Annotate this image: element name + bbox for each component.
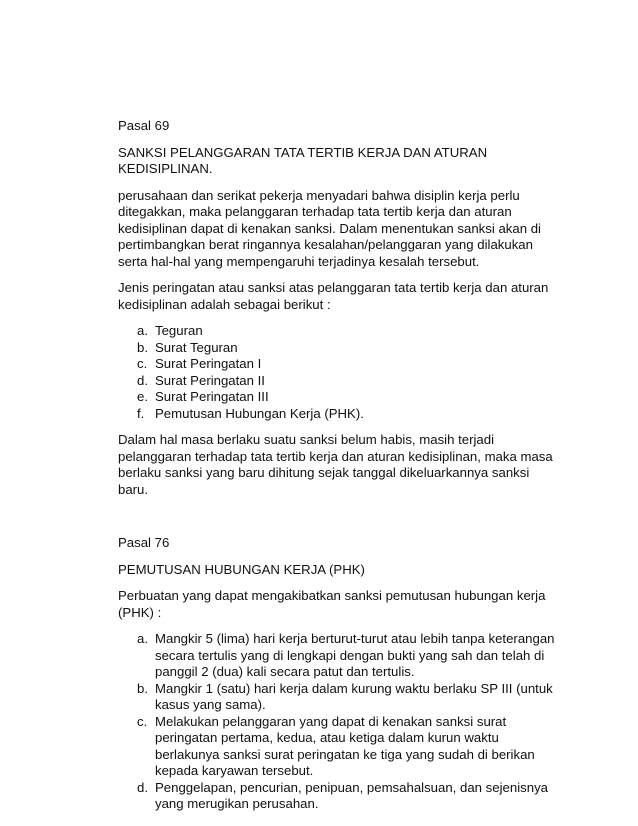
list-item [118,356,558,373]
list-item [118,389,558,406]
list-item [118,714,558,780]
list-item-text: Surat Peringatan I [155,356,262,371]
list-item [118,681,558,714]
list-item [118,780,558,813]
pasal-76-list-intro: Perbuatan yang dapat mengakibatkan sanksi pemutusan hubungan kerja (PHK) : [118,588,546,620]
list-marker: c. [137,356,148,371]
pasal-76-number: Pasal 76 [118,535,170,550]
list-item-text: Melakukan pelanggaran yang dapat di kenakan sanksi surat peringatan pertama, kedua, atau ketiga dalam kurun waktu berlakunya sanksi surat peringatan ke tiga yang sudah di berikan kepada karyawan tersebut. [155,713,535,778]
list-item-text: Surat Teguran [155,339,238,355]
pasal-76-violation-list [118,631,558,813]
list-marker: b. [137,680,148,696]
list-item [118,373,558,390]
list-item-text: Surat Peringatan II [155,372,265,388]
list-item-text: Surat Peringatan III [155,389,269,404]
list-item [118,631,558,681]
list-marker: d. [137,372,148,388]
pasal-69-number: Pasal 69 [118,118,170,133]
list-marker: a. [137,323,148,338]
list-marker: a. [137,631,148,646]
pasal-69-section [118,118,558,498]
list-marker: c. [137,713,148,729]
pasal-76-section [118,535,558,813]
list-marker: e. [137,389,148,404]
list-item [118,340,558,357]
list-item [118,406,558,423]
pasal-69-sanction-list [118,323,558,422]
list-item [118,323,558,340]
list-marker: b. [137,339,148,355]
pasal-69-intro: perusahaan dan serikat pekerja menyadari bahwa disiplin kerja perlu ditegakkan, maka pelanggaran terhadap tata tertib kerja dan aturan kedisiplinan dapat di kenakan sanksi. Dalam menentukan sanksi akan di pertimbangkan berat ringannya kesalahan/pelanggaran yang dilakukan serta hal-hal yang mempengaruhi terjadinya kesalah tersebut. [118,187,541,269]
list-item-text: Penggelapan, pencurian, penipuan, pemsahalsuan, dan sejenisnya yang merugikan perusahan. [155,779,548,811]
list-item-text: Mangkir 1 (satu) hari kerja dalam kurung waktu berlaku SP III (untuk kasus yang sama). [155,680,553,712]
pasal-69-closing: Dalam hal masa berlaku suatu sanksi belum habis, masih terjadi pelanggaran terhadap tata tertib kerja dan aturan kedisiplinan, maka masa berlaku sanksi yang baru dihitung sejak tanggal dikeluarkannya sanksi baru. [118,432,553,497]
section-spacer [118,498,558,535]
list-marker: f. [137,405,145,421]
pasal-69-title: SANKSI PELANGGARAN TATA TERTIB KERJA DAN ATURAN KEDISIPLINAN. [118,144,488,176]
list-item-text: Mangkir 5 (lima) hari kerja berturut-turut atau lebih tanpa keterangan secara tertulis yang di lengkapi dengan bukti yang sah dan telah di panggil 2 (dua) kali secara patut dan tertulis. [155,631,555,679]
list-item-text: Pemutusan Hubungan Kerja (PHK). [155,405,364,421]
list-item-text: Teguran [155,323,203,338]
list-marker: d. [137,779,148,795]
pasal-69-list-intro: Jenis peringatan atau sanksi atas pelanggaran tata tertib kerja dan aturan kedisiplinan adalah sebagai berikut : [118,280,549,312]
document-page [118,118,558,823]
pasal-76-title: PEMUTUSAN HUBUNGAN KERJA (PHK) [118,561,365,577]
